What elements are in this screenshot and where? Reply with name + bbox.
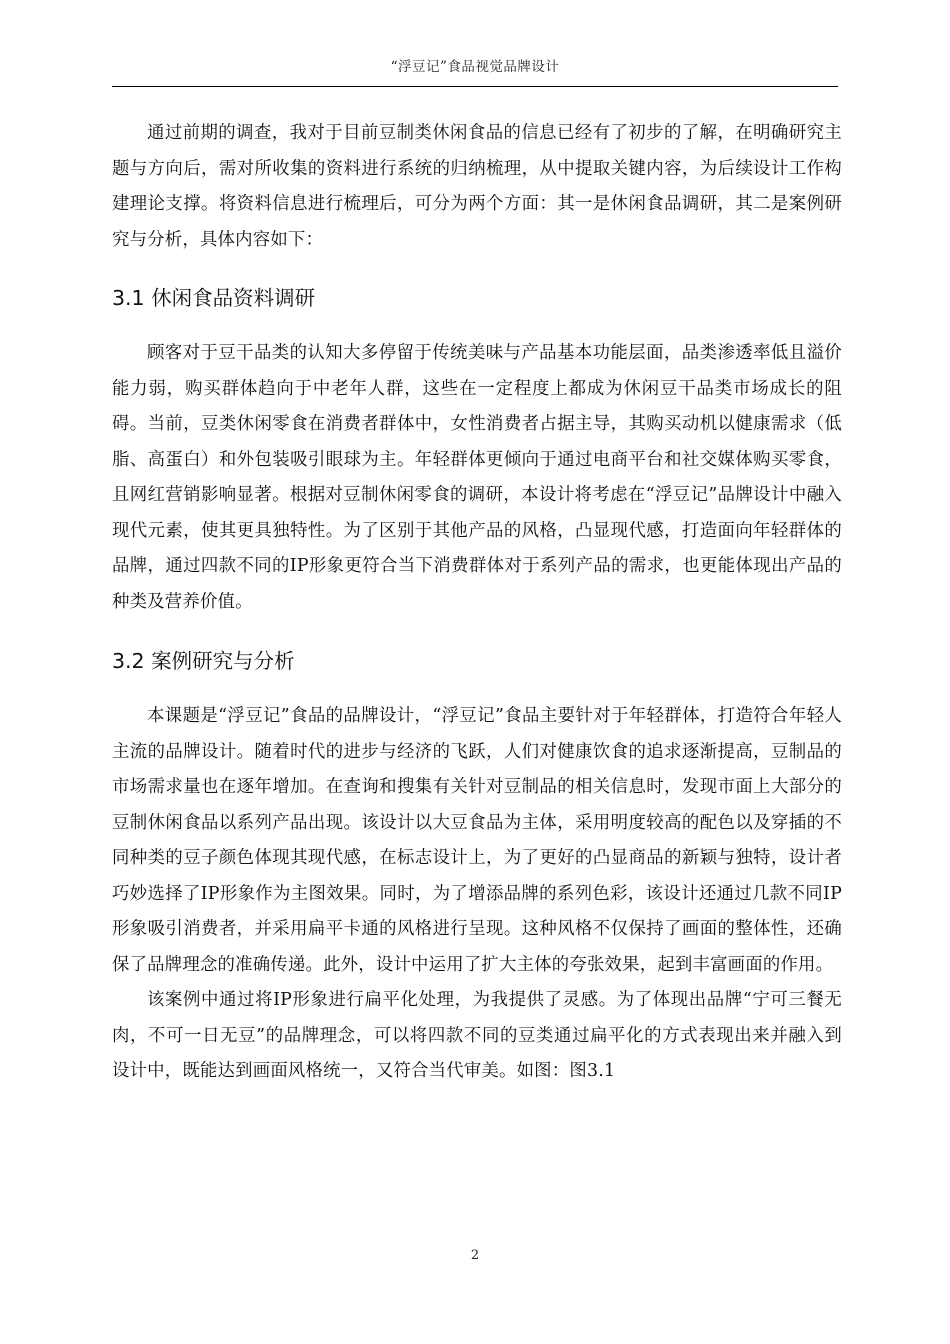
section-heading-3-1: 3.1 休闲食品资料调研 (112, 286, 316, 310)
page-number: 2 (470, 1248, 480, 1263)
section-3-2-paragraph-2: 该案例中通过将IP形象进行扁平化处理，为我提供了灵感。为了体现出品牌“宁可三餐无肉，不可一日无豆”的品牌理念，可以将四款不同的豆类通过扁平化的方式表现出来并融入到设计中，既能达到画面风格统一，又符合当代审美。如图：图3.1 (112, 990, 842, 1081)
section-3-2-paragraph-1: 本课题是“浮豆记”食品的品牌设计，“浮豆记”食品主要针对于年轻群体，打造符合年轻人主流的品牌设计。随着时代的进步与经济的飞跃，人们对健康饮食的追求逐渐提高，豆制品的市场需求量也在逐年增加。在查询和搜集有关针对豆制品的相关信息时，发现市面上大部分的豆制休闲食品以系列产品出现。该设计以大豆食品为主体，采用明度较高的配色以及穿插的不同种类的豆子颜色体现其现代感，在标志设计上，为了更好的凸显商品的新颖与独特，设计者巧妙选择了IP形象作为主图效果。同时，为了增添品牌的系列色彩，该设计还通过几款不同IP形象吸引消费者，并采用扁平卡通的风格进行呈现。这种风格不仅保持了画面的整体性，还确保了品牌理念的准确传递。此外，设计中运用了扩大主体的夸张效果，起到丰富画面的作用。 (112, 706, 842, 975)
header-divider (112, 86, 838, 87)
section-heading-3-2: 3.2 案例研究与分析 (112, 649, 295, 673)
section-3-1-paragraph: 顾客对于豆干品类的认知大多停留于传统美味与产品基本功能层面，品类渗透率低且溢价能力弱，购买群体趋向于中老年人群，这些在一定程度上都成为休闲豆干品类市场成长的阻碍。当前，豆类休闲零食在消费者群体中，女性消费者占据主导，其购买动机以健康需求（低脂、高蛋白）和外包装吸引眼球为主。年轻群体更倾向于通过电商平台和社交媒体购买零食，且网红营销影响显著。根据对豆制休闲零食的调研，本设计将考虑在“浮豆记”品牌设计中融入现代元素，使其更具独特性。为了区别于其他产品的风格，凸显现代感，打造面向年轻群体的品牌，通过四款不同的IP形象更符合当下消费群体对于系列产品的需求，也更能体现出产品的种类及营养价值。 (112, 343, 842, 612)
intro-paragraph: 通过前期的调查，我对于目前豆制类休闲食品的信息已经有了初步的了解，在明确研究主题与方向后，需对所收集的资料进行系统的归纳梳理，从中提取关键内容，为后续设计工作构建理论支撑。将资料信息进行梳理后，可分为两个方面：其一是休闲食品调研，其二是案例研究与分析，具体内容如下： (112, 123, 842, 250)
document-body (112, 116, 842, 1090)
running-header: “浮豆记”食品视觉品牌设计 (390, 59, 560, 75)
